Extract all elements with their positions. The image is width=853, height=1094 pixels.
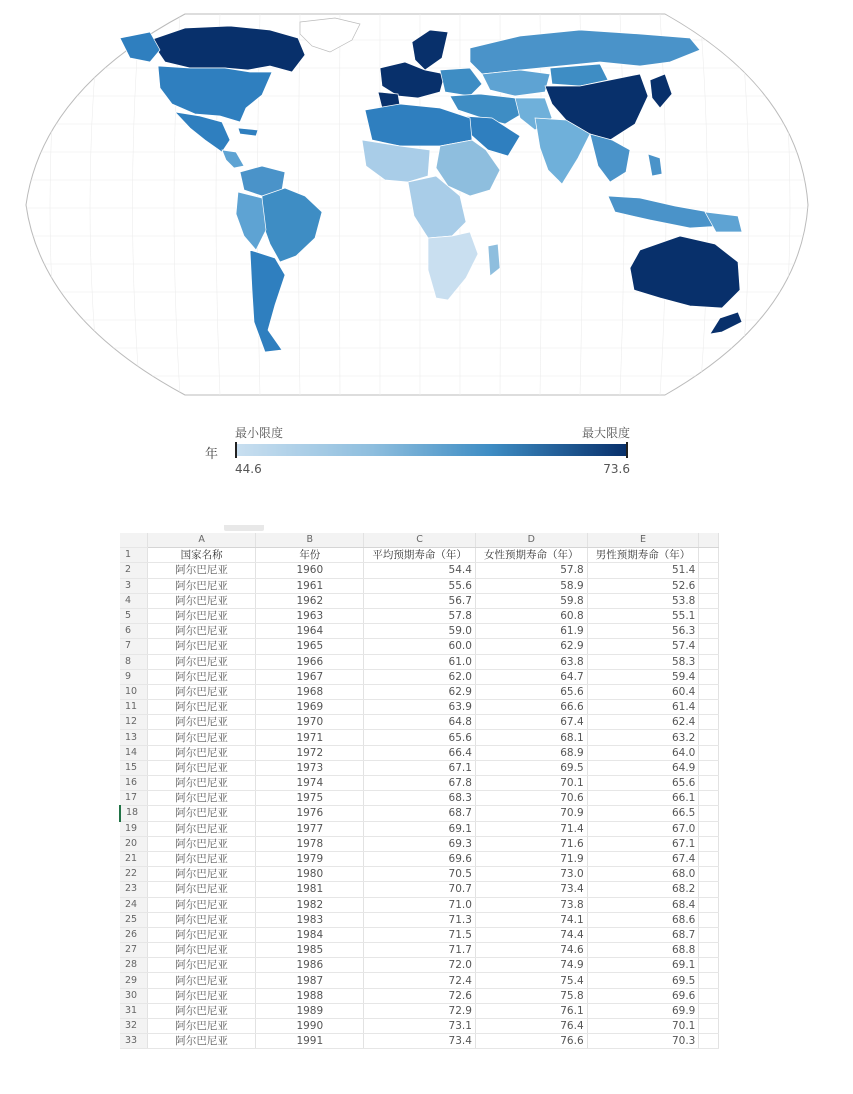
year-cell[interactable]: 1987 <box>256 973 364 988</box>
female-life-cell[interactable]: 60.8 <box>475 608 587 623</box>
country-cell[interactable]: 阿尔巴尼亚 <box>147 654 256 669</box>
male-life-cell[interactable]: 68.8 <box>587 943 699 958</box>
avg-life-cell[interactable]: 65.6 <box>364 730 476 745</box>
country-cell[interactable]: 阿尔巴尼亚 <box>147 912 256 927</box>
country-cell[interactable]: 阿尔巴尼亚 <box>147 624 256 639</box>
country-cell[interactable]: 阿尔巴尼亚 <box>147 578 256 593</box>
row-number[interactable]: 16 <box>120 776 147 791</box>
row-number[interactable]: 12 <box>120 715 147 730</box>
row-number[interactable]: 10 <box>120 684 147 699</box>
country-cell[interactable]: 阿尔巴尼亚 <box>147 730 256 745</box>
table-row <box>120 958 719 973</box>
avg-life-cell[interactable]: 69.6 <box>364 851 476 866</box>
female-life-cell[interactable]: 73.0 <box>475 867 587 882</box>
country-cell[interactable]: 阿尔巴尼亚 <box>147 776 256 791</box>
avg-life-cell[interactable]: 71.3 <box>364 912 476 927</box>
table-row <box>120 912 719 927</box>
table-row <box>120 669 719 684</box>
empty-cell[interactable] <box>699 912 719 927</box>
empty-cell[interactable] <box>699 624 719 639</box>
year-cell[interactable]: 1984 <box>256 927 364 942</box>
table-row <box>120 624 719 639</box>
avg-life-cell[interactable]: 59.0 <box>364 624 476 639</box>
row-number[interactable]: 30 <box>120 988 147 1003</box>
table-row <box>120 1003 719 1018</box>
avg-life-cell[interactable]: 72.4 <box>364 973 476 988</box>
table-row <box>120 700 719 715</box>
country-cell[interactable]: 阿尔巴尼亚 <box>147 897 256 912</box>
empty-cell[interactable] <box>699 776 719 791</box>
female-life-cell[interactable]: 66.6 <box>475 700 587 715</box>
empty-cell[interactable] <box>699 548 719 563</box>
country-cell[interactable]: 阿尔巴尼亚 <box>147 973 256 988</box>
year-cell[interactable]: 1986 <box>256 958 364 973</box>
female-life-cell[interactable]: 62.9 <box>475 639 587 654</box>
avg-life-cell[interactable]: 64.8 <box>364 715 476 730</box>
country-cell[interactable]: 阿尔巴尼亚 <box>147 608 256 623</box>
avg-life-cell[interactable]: 70.5 <box>364 867 476 882</box>
table-row <box>120 988 719 1003</box>
legend-max-tick <box>626 442 628 458</box>
table-row <box>120 745 719 760</box>
row-number[interactable]: 4 <box>120 593 147 608</box>
country-cell[interactable]: 阿尔巴尼亚 <box>147 958 256 973</box>
table-row <box>120 684 719 699</box>
empty-cell[interactable] <box>699 821 719 836</box>
male-life-cell[interactable]: 57.4 <box>587 639 699 654</box>
country-cell[interactable]: 阿尔巴尼亚 <box>147 760 256 775</box>
empty-cell[interactable] <box>699 851 719 866</box>
year-cell[interactable]: 1971 <box>256 730 364 745</box>
table-row <box>120 851 719 866</box>
country-cell[interactable]: 阿尔巴尼亚 <box>147 1034 256 1049</box>
female-life-cell[interactable]: 57.8 <box>475 563 587 578</box>
empty-cell[interactable] <box>699 684 719 699</box>
country-cell[interactable]: 阿尔巴尼亚 <box>147 1003 256 1018</box>
female-life-cell[interactable]: 70.9 <box>475 806 587 821</box>
country-cell[interactable]: 阿尔巴尼亚 <box>147 882 256 897</box>
year-cell[interactable]: 1990 <box>256 1019 364 1034</box>
female-life-cell[interactable]: 71.6 <box>475 836 587 851</box>
avg-life-cell[interactable]: 72.6 <box>364 988 476 1003</box>
male-life-cell[interactable]: 69.9 <box>587 1003 699 1018</box>
header-cell[interactable]: 男性预期寿命（年） <box>587 548 699 563</box>
avg-life-cell[interactable]: 68.7 <box>364 806 476 821</box>
year-cell[interactable]: 1967 <box>256 669 364 684</box>
male-life-cell[interactable]: 63.2 <box>587 730 699 745</box>
row-number[interactable]: 1 <box>120 548 147 563</box>
female-life-cell[interactable]: 59.8 <box>475 593 587 608</box>
female-life-cell[interactable]: 67.4 <box>475 715 587 730</box>
table-row <box>120 578 719 593</box>
country-cell[interactable]: 阿尔巴尼亚 <box>147 836 256 851</box>
male-life-cell[interactable]: 67.1 <box>587 836 699 851</box>
row-number[interactable]: 23 <box>120 882 147 897</box>
column-letter-row <box>120 533 719 548</box>
year-cell[interactable]: 1973 <box>256 760 364 775</box>
row-number[interactable]: 26 <box>120 927 147 942</box>
female-life-cell[interactable]: 76.1 <box>475 1003 587 1018</box>
female-life-cell[interactable]: 70.6 <box>475 791 587 806</box>
year-cell[interactable]: 1979 <box>256 851 364 866</box>
female-life-cell[interactable]: 75.4 <box>475 973 587 988</box>
avg-life-cell[interactable]: 62.9 <box>364 684 476 699</box>
data-table <box>119 533 719 1049</box>
world-map-svg <box>0 0 853 400</box>
table-row <box>120 593 719 608</box>
female-life-cell[interactable]: 74.1 <box>475 912 587 927</box>
female-life-cell[interactable]: 68.9 <box>475 745 587 760</box>
male-life-cell[interactable]: 65.6 <box>587 776 699 791</box>
year-cell[interactable]: 1965 <box>256 639 364 654</box>
country-cell[interactable]: 阿尔巴尼亚 <box>147 943 256 958</box>
male-life-cell[interactable]: 68.7 <box>587 927 699 942</box>
empty-cell[interactable] <box>699 654 719 669</box>
female-life-cell[interactable]: 58.9 <box>475 578 587 593</box>
column-header-d[interactable]: D <box>475 533 587 548</box>
row-number[interactable]: 21 <box>120 851 147 866</box>
year-cell[interactable]: 1966 <box>256 654 364 669</box>
male-life-cell[interactable]: 68.2 <box>587 882 699 897</box>
sheet-top-tab <box>224 525 264 531</box>
country-cell[interactable]: 阿尔巴尼亚 <box>147 563 256 578</box>
table-row <box>120 882 719 897</box>
male-life-cell[interactable]: 59.4 <box>587 669 699 684</box>
empty-cell[interactable] <box>699 608 719 623</box>
row-number[interactable]: 29 <box>120 973 147 988</box>
country-cell[interactable]: 阿尔巴尼亚 <box>147 821 256 836</box>
table-row <box>120 867 719 882</box>
legend-min-label: 最小限度 <box>235 426 284 440</box>
avg-life-cell[interactable]: 72.0 <box>364 958 476 973</box>
row-number[interactable]: 25 <box>120 912 147 927</box>
table-row <box>120 760 719 775</box>
table-row <box>120 776 719 791</box>
male-life-cell[interactable]: 61.4 <box>587 700 699 715</box>
empty-cell[interactable] <box>699 882 719 897</box>
table-row <box>120 1034 719 1049</box>
row-number[interactable]: 11 <box>120 700 147 715</box>
table-row <box>120 836 719 851</box>
country-cell[interactable]: 阿尔巴尼亚 <box>147 715 256 730</box>
table-row <box>120 791 719 806</box>
empty-cell[interactable] <box>699 806 719 821</box>
male-life-cell[interactable]: 69.1 <box>587 958 699 973</box>
year-cell[interactable]: 1976 <box>256 806 364 821</box>
table-header-row <box>120 548 719 563</box>
table-row <box>120 730 719 745</box>
column-header-b[interactable]: B <box>256 533 364 548</box>
header-cell[interactable]: 年份 <box>256 548 364 563</box>
empty-cell[interactable] <box>699 988 719 1003</box>
avg-life-cell[interactable]: 71.0 <box>364 897 476 912</box>
empty-cell[interactable] <box>699 760 719 775</box>
spreadsheet <box>119 525 719 1058</box>
select-all-corner[interactable] <box>120 533 147 548</box>
country-cell[interactable]: 阿尔巴尼亚 <box>147 806 256 821</box>
year-cell[interactable]: 1985 <box>256 943 364 958</box>
column-header-c[interactable]: C <box>364 533 476 548</box>
row-number[interactable]: 5 <box>120 608 147 623</box>
table-row <box>120 1019 719 1034</box>
male-life-cell[interactable]: 68.4 <box>587 897 699 912</box>
male-life-cell[interactable]: 66.5 <box>587 806 699 821</box>
year-cell[interactable]: 1974 <box>256 776 364 791</box>
row-number[interactable]: 32 <box>120 1019 147 1034</box>
year-cell[interactable]: 1983 <box>256 912 364 927</box>
legend-min-value: 44.6 <box>235 462 262 476</box>
header-cell[interactable]: 女性预期寿命（年） <box>475 548 587 563</box>
table-row <box>120 806 719 821</box>
female-life-cell[interactable]: 61.9 <box>475 624 587 639</box>
male-life-cell[interactable]: 70.3 <box>587 1034 699 1049</box>
year-cell[interactable]: 1978 <box>256 836 364 851</box>
row-number[interactable]: 9 <box>120 669 147 684</box>
country-cell[interactable]: 阿尔巴尼亚 <box>147 745 256 760</box>
column-header-f[interactable] <box>699 533 719 548</box>
empty-cell[interactable] <box>699 791 719 806</box>
empty-cell[interactable] <box>699 715 719 730</box>
male-life-cell[interactable]: 64.9 <box>587 760 699 775</box>
male-life-cell[interactable]: 60.4 <box>587 684 699 699</box>
country-cell[interactable]: 阿尔巴尼亚 <box>147 700 256 715</box>
legend-unit: 年 <box>205 447 219 462</box>
avg-life-cell[interactable]: 68.3 <box>364 791 476 806</box>
table-row <box>120 973 719 988</box>
country-cell[interactable]: 阿尔巴尼亚 <box>147 593 256 608</box>
female-life-cell[interactable]: 71.9 <box>475 851 587 866</box>
year-cell[interactable]: 1968 <box>256 684 364 699</box>
year-cell[interactable]: 1980 <box>256 867 364 882</box>
country-cell[interactable]: 阿尔巴尼亚 <box>147 684 256 699</box>
country-cell[interactable]: 阿尔巴尼亚 <box>147 791 256 806</box>
male-life-cell[interactable]: 64.0 <box>587 745 699 760</box>
female-life-cell[interactable]: 73.4 <box>475 882 587 897</box>
year-cell[interactable]: 1969 <box>256 700 364 715</box>
avg-life-cell[interactable]: 57.8 <box>364 608 476 623</box>
map-legend <box>195 420 645 480</box>
legend-min-tick <box>235 442 237 458</box>
female-life-cell[interactable]: 69.5 <box>475 760 587 775</box>
avg-life-cell[interactable]: 61.0 <box>364 654 476 669</box>
empty-cell[interactable] <box>699 958 719 973</box>
avg-life-cell[interactable]: 67.1 <box>364 760 476 775</box>
female-life-cell[interactable]: 71.4 <box>475 821 587 836</box>
empty-cell[interactable] <box>699 973 719 988</box>
country-cell[interactable]: 阿尔巴尼亚 <box>147 927 256 942</box>
header-cell[interactable]: 平均预期寿命（年） <box>364 548 476 563</box>
table-row <box>120 943 719 958</box>
row-number[interactable]: 14 <box>120 745 147 760</box>
empty-cell[interactable] <box>699 867 719 882</box>
column-header-a[interactable]: A <box>147 533 256 548</box>
female-life-cell[interactable]: 74.6 <box>475 943 587 958</box>
row-number[interactable]: 13 <box>120 730 147 745</box>
legend-max-label: 最大限度 <box>581 426 630 440</box>
row-number[interactable]: 2 <box>120 563 147 578</box>
female-life-cell[interactable]: 76.6 <box>475 1034 587 1049</box>
empty-cell[interactable] <box>699 943 719 958</box>
table-row <box>120 639 719 654</box>
row-number[interactable]: 28 <box>120 958 147 973</box>
avg-life-cell[interactable]: 72.9 <box>364 1003 476 1018</box>
female-life-cell[interactable]: 68.1 <box>475 730 587 745</box>
empty-cell[interactable] <box>699 669 719 684</box>
male-life-cell[interactable]: 58.3 <box>587 654 699 669</box>
country-cell[interactable]: 阿尔巴尼亚 <box>147 851 256 866</box>
table-row <box>120 608 719 623</box>
avg-life-cell[interactable]: 55.6 <box>364 578 476 593</box>
year-cell[interactable]: 1989 <box>256 1003 364 1018</box>
female-life-cell[interactable]: 73.8 <box>475 897 587 912</box>
avg-life-cell[interactable]: 69.1 <box>364 821 476 836</box>
table-row <box>120 897 719 912</box>
row-number[interactable]: 15 <box>120 760 147 775</box>
avg-life-cell[interactable]: 56.7 <box>364 593 476 608</box>
year-cell[interactable]: 1977 <box>256 821 364 836</box>
male-life-cell[interactable]: 51.4 <box>587 563 699 578</box>
empty-cell[interactable] <box>699 563 719 578</box>
column-header-e[interactable]: E <box>587 533 699 548</box>
male-life-cell[interactable]: 52.6 <box>587 578 699 593</box>
world-map <box>0 0 853 400</box>
table-row <box>120 821 719 836</box>
avg-life-cell[interactable]: 73.4 <box>364 1034 476 1049</box>
row-number[interactable]: 18 <box>120 806 147 821</box>
year-cell[interactable]: 1964 <box>256 624 364 639</box>
male-life-cell[interactable]: 53.8 <box>587 593 699 608</box>
avg-life-cell[interactable]: 60.0 <box>364 639 476 654</box>
female-life-cell[interactable]: 64.7 <box>475 669 587 684</box>
row-number[interactable]: 19 <box>120 821 147 836</box>
male-life-cell[interactable]: 70.1 <box>587 1019 699 1034</box>
avg-life-cell[interactable]: 71.7 <box>364 943 476 958</box>
year-cell[interactable]: 1981 <box>256 882 364 897</box>
row-number[interactable]: 3 <box>120 578 147 593</box>
year-cell[interactable]: 1963 <box>256 608 364 623</box>
male-life-cell[interactable]: 56.3 <box>587 624 699 639</box>
year-cell[interactable]: 1982 <box>256 897 364 912</box>
empty-cell[interactable] <box>699 578 719 593</box>
row-number[interactable]: 27 <box>120 943 147 958</box>
empty-cell[interactable] <box>699 1034 719 1049</box>
country-cell[interactable]: 阿尔巴尼亚 <box>147 639 256 654</box>
table-row <box>120 715 719 730</box>
row-number[interactable]: 24 <box>120 897 147 912</box>
female-life-cell[interactable]: 63.8 <box>475 654 587 669</box>
year-cell[interactable]: 1991 <box>256 1034 364 1049</box>
avg-life-cell[interactable]: 69.3 <box>364 836 476 851</box>
avg-life-cell[interactable]: 67.8 <box>364 776 476 791</box>
row-number[interactable]: 8 <box>120 654 147 669</box>
empty-cell[interactable] <box>699 745 719 760</box>
country-cell[interactable]: 阿尔巴尼亚 <box>147 669 256 684</box>
year-cell[interactable]: 1988 <box>256 988 364 1003</box>
table-row <box>120 927 719 942</box>
country-cell[interactable]: 阿尔巴尼亚 <box>147 988 256 1003</box>
male-life-cell[interactable]: 67.0 <box>587 821 699 836</box>
header-cell[interactable]: 国家名称 <box>147 548 256 563</box>
year-cell[interactable]: 1975 <box>256 791 364 806</box>
male-life-cell[interactable]: 68.6 <box>587 912 699 927</box>
empty-cell[interactable] <box>699 1003 719 1018</box>
female-life-cell[interactable]: 74.9 <box>475 958 587 973</box>
country-cell[interactable]: 阿尔巴尼亚 <box>147 867 256 882</box>
male-life-cell[interactable]: 69.5 <box>587 973 699 988</box>
empty-cell[interactable] <box>699 593 719 608</box>
female-life-cell[interactable]: 70.1 <box>475 776 587 791</box>
year-cell[interactable]: 1972 <box>256 745 364 760</box>
empty-cell[interactable] <box>699 927 719 942</box>
male-life-cell[interactable]: 68.0 <box>587 867 699 882</box>
year-cell[interactable]: 1960 <box>256 563 364 578</box>
female-life-cell[interactable]: 75.8 <box>475 988 587 1003</box>
avg-life-cell[interactable]: 71.5 <box>364 927 476 942</box>
year-cell[interactable]: 1961 <box>256 578 364 593</box>
row-number[interactable]: 20 <box>120 836 147 851</box>
row-number[interactable]: 31 <box>120 1003 147 1018</box>
row-number[interactable]: 22 <box>120 867 147 882</box>
row-number[interactable]: 7 <box>120 639 147 654</box>
empty-cell[interactable] <box>699 1019 719 1034</box>
row-number[interactable]: 6 <box>120 624 147 639</box>
empty-cell[interactable] <box>699 836 719 851</box>
avg-life-cell[interactable]: 54.4 <box>364 563 476 578</box>
table-row <box>120 654 719 669</box>
avg-life-cell[interactable]: 62.0 <box>364 669 476 684</box>
female-life-cell[interactable]: 74.4 <box>475 927 587 942</box>
legend-color-scale <box>235 444 627 456</box>
male-life-cell[interactable]: 62.4 <box>587 715 699 730</box>
avg-life-cell[interactable]: 73.1 <box>364 1019 476 1034</box>
year-cell[interactable]: 1962 <box>256 593 364 608</box>
avg-life-cell[interactable]: 70.7 <box>364 882 476 897</box>
male-life-cell[interactable]: 55.1 <box>587 608 699 623</box>
row-number[interactable]: 33 <box>120 1034 147 1049</box>
avg-life-cell[interactable]: 66.4 <box>364 745 476 760</box>
avg-life-cell[interactable]: 63.9 <box>364 700 476 715</box>
male-life-cell[interactable]: 66.1 <box>587 791 699 806</box>
male-life-cell[interactable]: 69.6 <box>587 988 699 1003</box>
country-cell[interactable]: 阿尔巴尼亚 <box>147 1019 256 1034</box>
year-cell[interactable]: 1970 <box>256 715 364 730</box>
male-life-cell[interactable]: 67.4 <box>587 851 699 866</box>
legend-max-value: 73.6 <box>603 462 630 476</box>
table-row <box>120 563 719 578</box>
female-life-cell[interactable]: 65.6 <box>475 684 587 699</box>
empty-cell[interactable] <box>699 897 719 912</box>
empty-cell[interactable] <box>699 730 719 745</box>
row-number[interactable]: 17 <box>120 791 147 806</box>
empty-cell[interactable] <box>699 700 719 715</box>
female-life-cell[interactable]: 76.4 <box>475 1019 587 1034</box>
empty-cell[interactable] <box>699 639 719 654</box>
